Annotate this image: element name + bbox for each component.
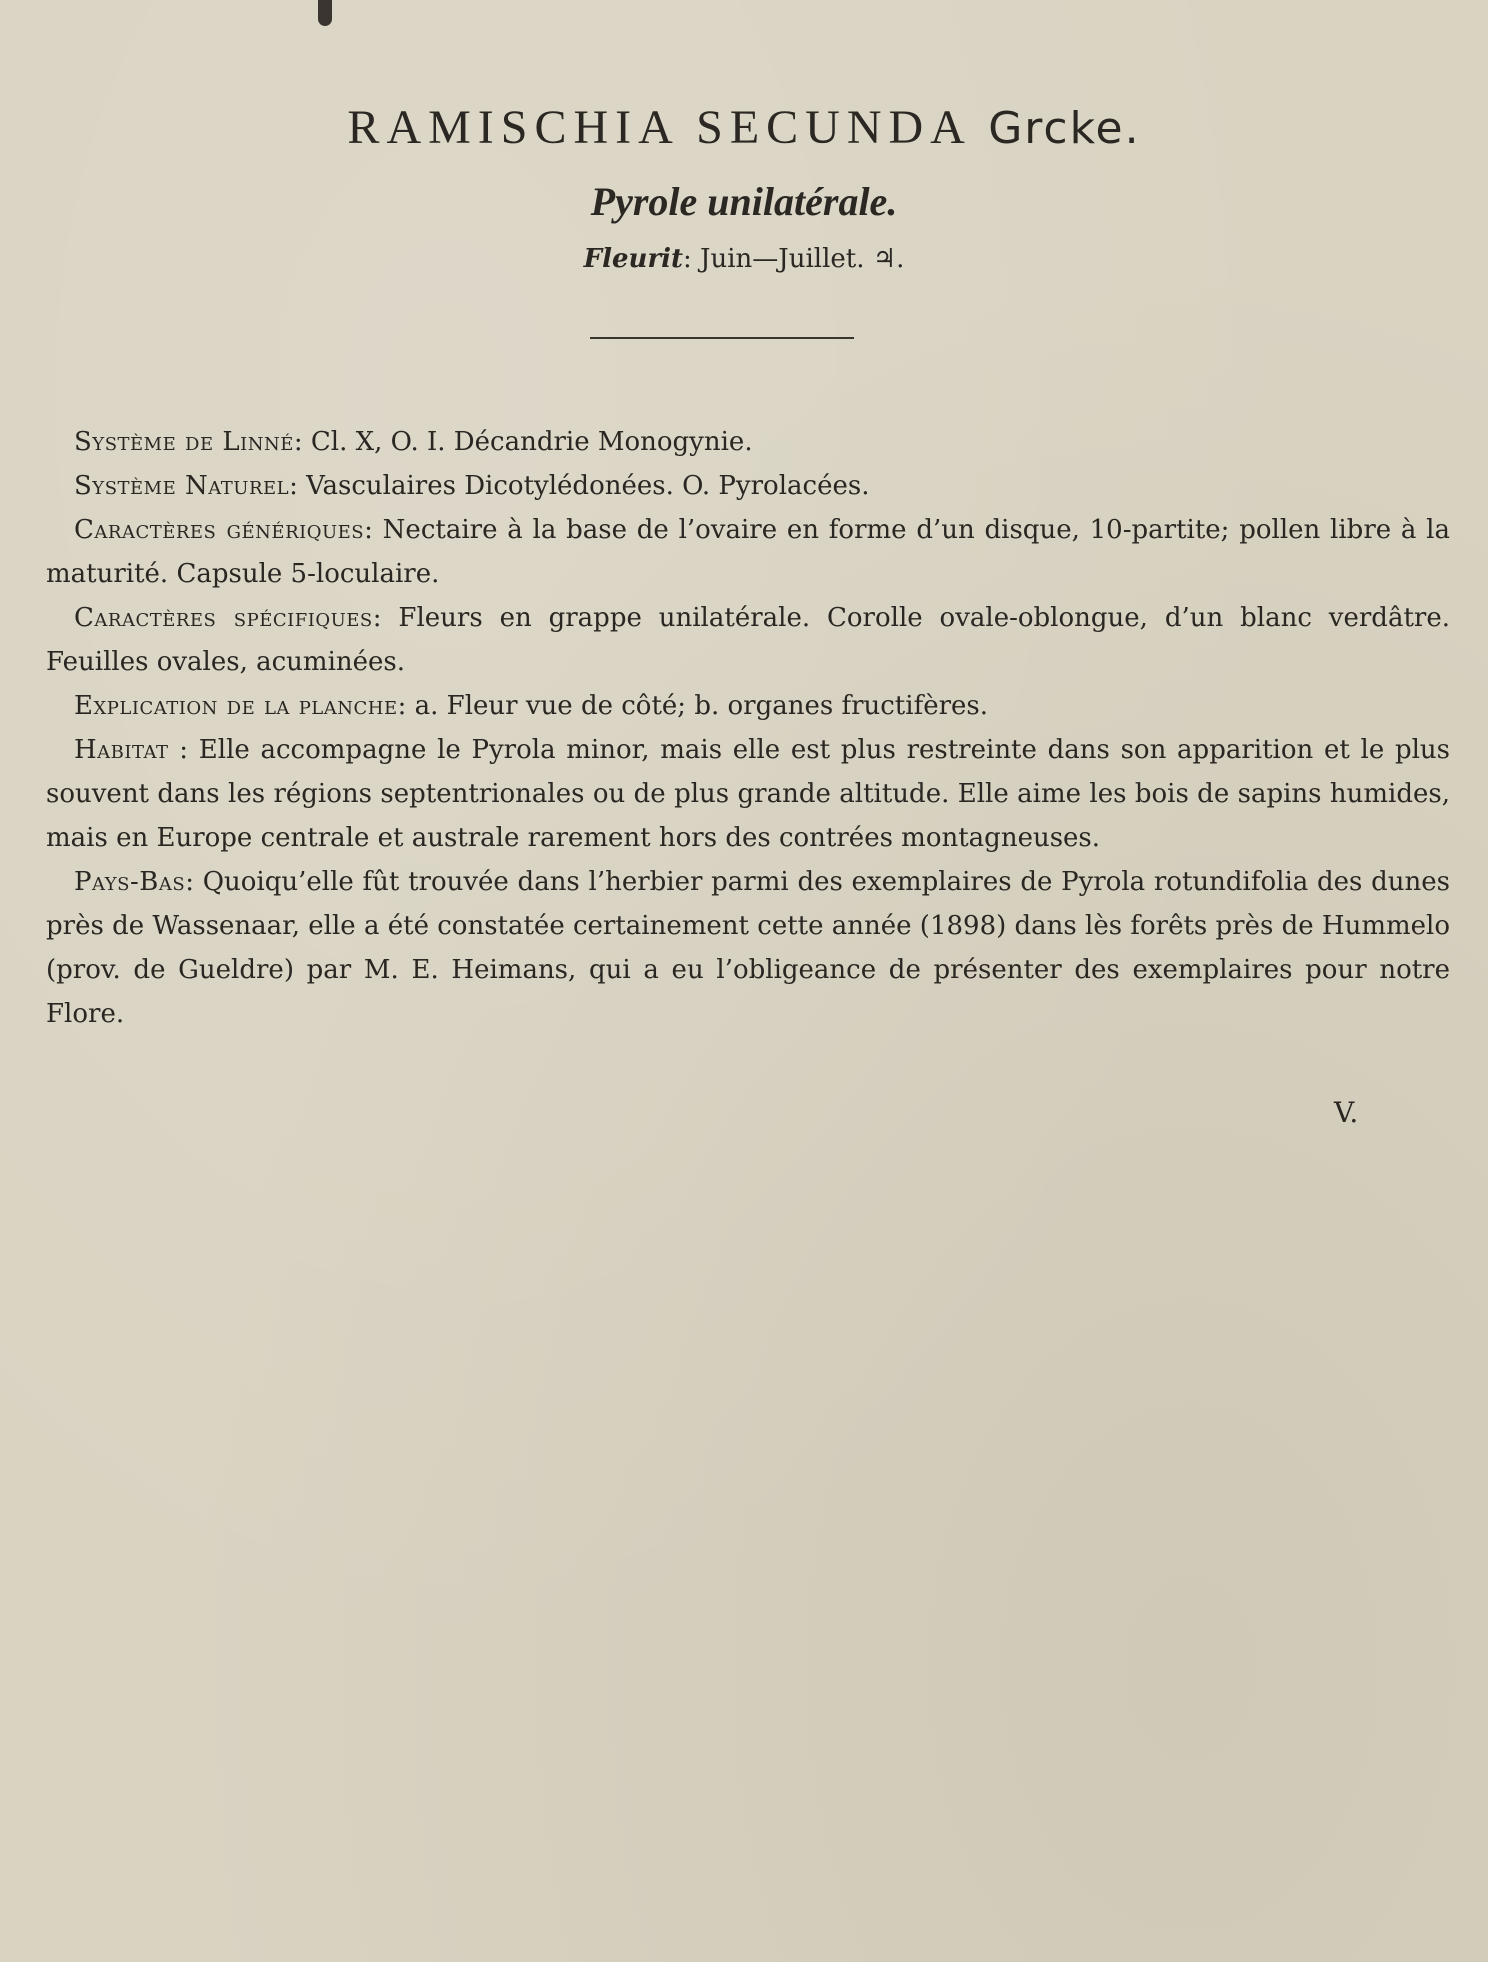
section-specifiques (46, 596, 1450, 684)
flowering-value: : Juin—Juillet. ♃. (683, 244, 905, 274)
section-text: : Vasculaires Dicotylédonées. O. Pyrolacées. (289, 471, 870, 501)
section-label: Explication de la planche (74, 691, 398, 721)
description-body (46, 420, 1450, 1036)
section-naturel (46, 464, 1450, 508)
section-habitat (46, 728, 1450, 860)
section-label: Caractères génériques (74, 515, 365, 545)
section-label: Caractères spécifiques (74, 603, 373, 633)
signature: V. (1334, 1096, 1359, 1129)
section-text: : Nectaire à la base de l’ovaire en forme d’un disque, 10-partite; pollen libre à la maturité. Capsule 5-loculaire. (46, 515, 1450, 589)
flowering-label: Fleurit (583, 244, 684, 274)
section-text: : Quoiqu’elle fût trouvée dans l’herbier parmi des exemplaires de Pyrola rotundifolia des dunes près de Wassenaar, elle a été constatée certainement cette année (1898) dans lès forêts près de Hummelo (prov. de Gueldre) par M. E. Heimans, qui a eu l’obligeance de présenter des exemplaires pour notre Flore. (46, 867, 1450, 1029)
flowering-line (0, 244, 1488, 274)
species-title (0, 100, 1488, 155)
ink-speck (318, 0, 332, 26)
section-text: : Elle accompagne le Pyrola minor, mais elle est plus restreinte dans son apparition et le plus souvent dans les régions septentrionales ou de plus grande altitude. Elle aime les bois de sapins humides, mais en Europe centrale et australe rarement hors des contrées montagneuses. (46, 735, 1450, 853)
section-text: : Cl. X, O. I. Décandrie Monogynie. (293, 427, 753, 457)
section-linne (46, 420, 1450, 464)
section-text: : a. Fleur vue de côté; b. organes fructifères. (397, 691, 989, 721)
section-label: Système de Linné (74, 427, 294, 457)
section-pays-bas (46, 860, 1450, 1036)
divider (590, 337, 854, 339)
section-generiques (46, 508, 1450, 596)
section-label: Pays-Bas (74, 867, 186, 897)
section-planche (46, 684, 1450, 728)
common-name: Pyrole unilatérale. (590, 179, 898, 224)
species-author: Grcke. (988, 103, 1141, 154)
section-label: Système Naturel (74, 471, 290, 501)
species-name: RAMISCHIA SECUNDA (347, 101, 970, 154)
section-label: Habitat (74, 735, 169, 765)
section-text: : Fleurs en grappe unilatérale. Corolle ovale-oblongue, d’un blanc verdâtre. Feuilles ovales, acuminées. (46, 603, 1450, 677)
